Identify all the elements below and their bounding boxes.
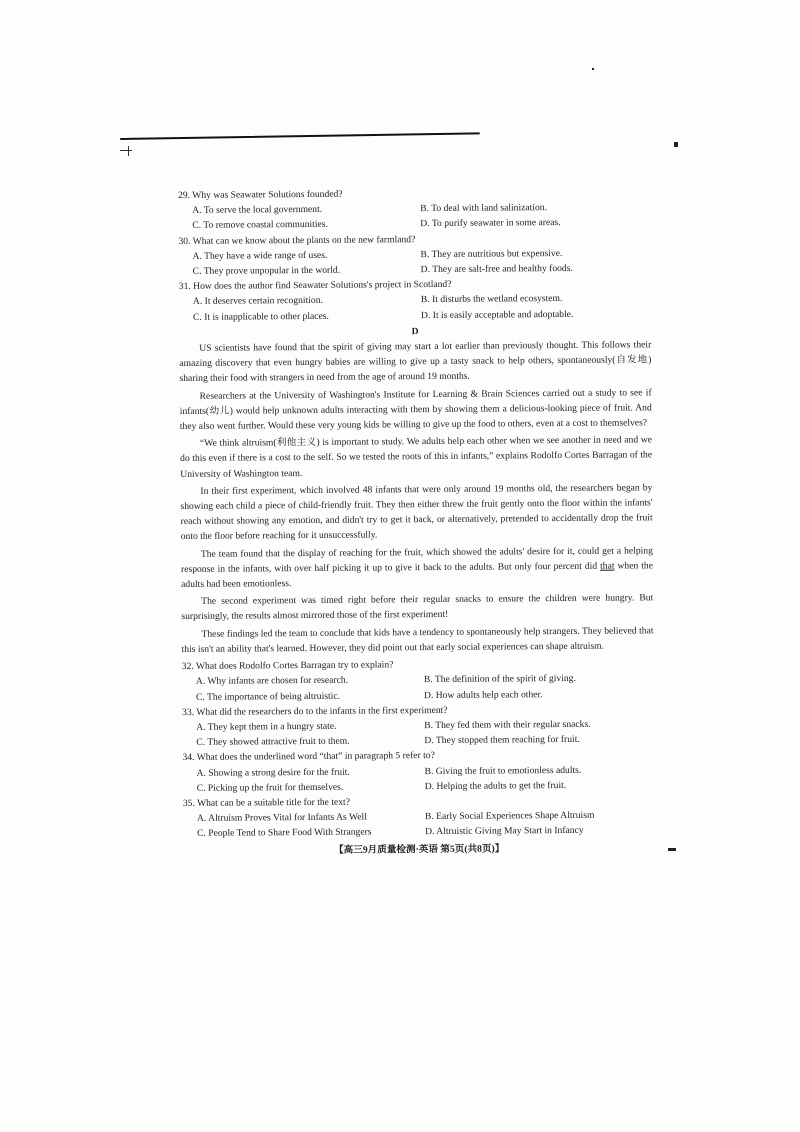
option-c: C. People Tend to Share Food With Strangers [197,826,372,840]
option-b: B. It disturbs the wetland ecosystem. [420,293,563,306]
passage-paragraph-5 [181,543,653,592]
corner-mark [120,150,132,151]
passage-paragraph: “We think altruism(利他主义) is important to study. We adults help each other when we see another in need and we do this even if there is a cost to the self. So we tested the roots of this in infants,” explains Rodolfo Cortes Barragan of the University of Washington team. [180,434,653,480]
question-35 [183,792,655,841]
option-a: A. To serve the local government. [192,204,323,217]
option-b: B. Early Social Experiences Shape Altruism [424,809,595,823]
passage-paragraph: Researchers at the University of Washington's Institute for Learning & Brain Sciences carried out a study to see if infants(幼儿) would help unknown adults interacting with them by showing them a delicious-looking piece of fruit. And they also went further. Would these very young kids be willing to give up the food to others, even at a cost to themselves? [179,386,652,433]
reading-passage [179,337,653,657]
passage-paragraph: The second experiment was timed right before their regular snacks to ensure the children were hungry. But surprisingly, the results almost mirrored those of the first experiment! [181,592,654,623]
passage-text: The team found that the display of reaching for the fruit, which showed the adults' desire for it, could get a helping response in the infants, with over half picking it up to give it back to the adults. But only four percent did [180,544,653,575]
question-34 [182,747,654,796]
option-a: A. Showing a strong desire for the fruit. [196,766,350,779]
passage-text: when the adults had been emotionless. [181,560,654,591]
option-d: D. They are salt-free and healthy foods. [420,262,573,276]
option-a: A. Why infants are chosen for research. [195,674,349,688]
header-rule [120,132,480,140]
option-c: C. They showed attractive fruit to them. [196,735,350,748]
question-stem: 34. What does the underlined word “that” in paragraph 5 refer to? [182,750,435,764]
passage-paragraph: These findings led the team to conclude that kids have a tendency to spontaneously help strangers. They believed that this isn't an ability that's learned. However, they did point out that early social experiences can shape altruism. [181,624,654,655]
option-d: D. To purify seawater in some areas. [420,217,561,230]
question-30 [178,230,650,279]
question-stem: 35. What can be a suitable title for the text? [182,796,350,809]
scan-speck [592,68,594,70]
option-d: D. Helping the adults to get the fruit. [424,779,567,792]
option-c: C. It is inapplicable to other places. [192,310,329,323]
question-31 [179,276,651,325]
question-stem: 29. Why was Seawater Solutions founded? [178,188,343,201]
question-stem: 33. What did the researchers do to the infants in the first experiment? [182,704,448,718]
option-a: A. They have a wide range of uses. [192,249,328,262]
passage-section-label: D [411,325,419,337]
page-footer: 【高三9月质量检测·英语 第5页(共8页)】 [334,842,505,856]
question-stem: 32. What does Rodolfo Cortes Barragan try to explain? [181,659,394,673]
corner-mark [128,146,129,156]
exam-content [178,184,655,858]
option-d: D. How adults help each other. [423,688,543,701]
option-c: C. They prove unpopular in the world. [192,264,341,277]
question-32 [182,655,654,704]
option-b: B. They are nutritious but expensive. [420,247,563,260]
question-stem: 30. What can we know about the plants on the new farmland? [178,233,416,247]
option-c: C. The importance of being altruistic. [195,690,341,703]
option-c: C. Picking up the fruit for themselves. [196,781,344,794]
question-33 [182,701,654,750]
option-a: A. It deserves certain recognition. [192,295,323,308]
scan-speck [668,848,676,851]
option-d: D. They stopped them reaching for fruit. [424,733,580,747]
option-b: B. To deal with land salinization. [420,202,547,215]
passage-questions [182,655,655,841]
option-d: D. Altruistic Giving May Start in Infancy [425,825,584,838]
option-b: B. The definition of the spirit of giving. [423,673,576,686]
option-b: B. Giving the fruit to emotionless adults. [424,764,582,777]
option-b: B. They fed them with their regular snacks. [424,718,591,731]
question-29 [178,184,650,233]
passage-paragraph: US scientists have found that the spirit of giving may start a lot earlier than previously thought. This follows their amazing discovery that even hungry babies are willing to give up a tasty snack to help others, spontaneously(自发地) sharing their food with strangers in need from the age of around 19 months. [179,339,652,385]
option-a: A. They kept them in a hungry state. [196,720,337,733]
option-d: D. It is easily acceptable and adoptable. [420,308,574,321]
passage-paragraph: In their first experiment, which involved 48 infants that were only around 19 months old, the researchers began by showing each child a piece of child-friendly fruit. They then either threw the fruit gently onto the floor within the infants' reach without showing any emotion, and didn't try to get it back, or alternatively, pretended to accidentally drop the fruit onto the floor before reaching for it unsuccessfully. [180,482,653,543]
underlined-word: that [600,560,615,572]
option-a: A. Altruism Proves Vital for Infants As Well [196,811,367,824]
scan-speck [674,142,678,147]
question-stem: 31. How does the author find Seawater Solutions's project in Scotland? [178,279,452,293]
option-c: C. To remove coastal communities. [192,219,328,232]
